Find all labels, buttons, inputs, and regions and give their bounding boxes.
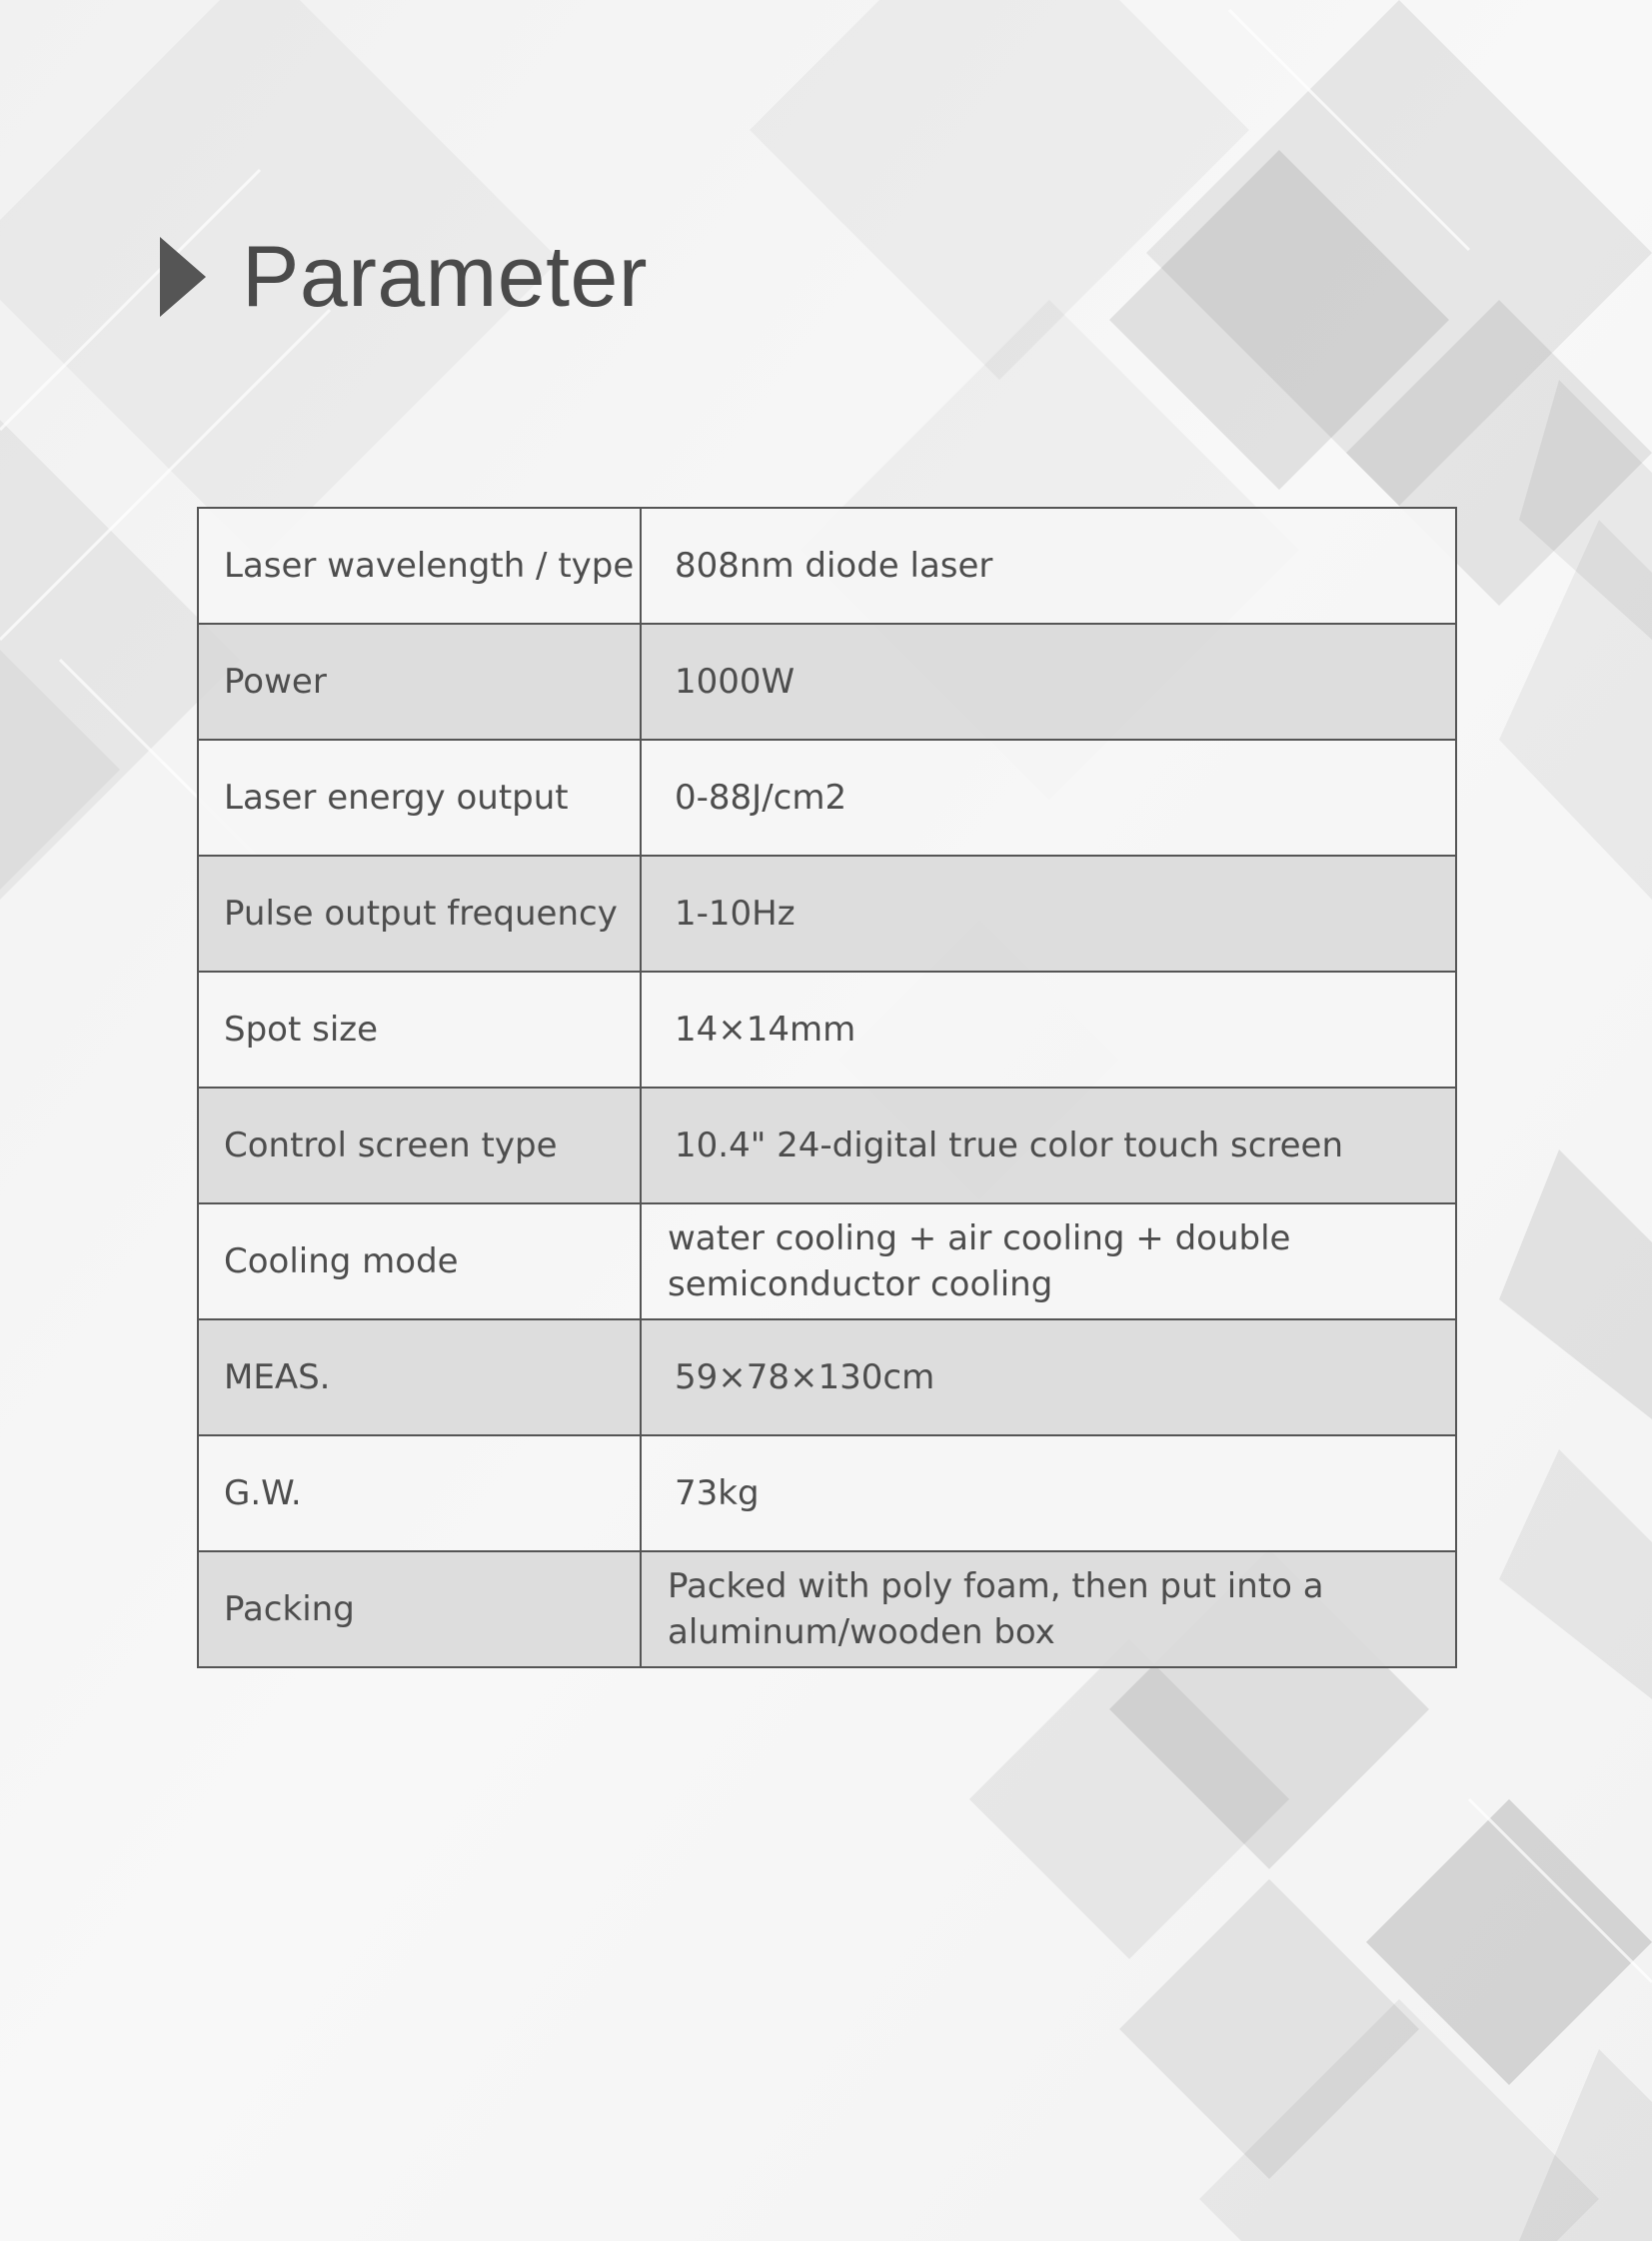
param-label: Cooling mode [198,1203,641,1319]
table-row [198,508,1456,624]
table-row [198,624,1456,740]
param-value: water cooling + air cooling + double semiconductor cooling [641,1203,1456,1319]
table-row [198,856,1456,972]
param-value: 1000W [641,624,1456,740]
section-heading [160,229,648,325]
table-row [198,1551,1456,1667]
param-label: Spot size [198,972,641,1088]
param-label: MEAS. [198,1319,641,1435]
param-value: Packed with poly foam, then put into a aluminum/wooden box [641,1551,1456,1667]
triangle-bullet-icon [160,237,206,317]
table-row [198,1203,1456,1319]
param-label: Control screen type [198,1088,641,1203]
param-value: 0-88J/cm2 [641,740,1456,856]
param-label: G.W. [198,1435,641,1551]
page-title: Parameter [242,229,648,325]
param-label: Packing [198,1551,641,1667]
param-value: 808nm diode laser [641,508,1456,624]
param-label: Pulse output frequency [198,856,641,972]
param-value: 10.4" 24-digital true color touch screen [641,1088,1456,1203]
table-row [198,972,1456,1088]
table-row [198,1088,1456,1203]
param-value: 59×78×130cm [641,1319,1456,1435]
table-row [198,1319,1456,1435]
param-value: 14×14mm [641,972,1456,1088]
table-row [198,1435,1456,1551]
param-label: Power [198,624,641,740]
table-row [198,740,1456,856]
param-label: Laser energy output [198,740,641,856]
param-value: 1-10Hz [641,856,1456,972]
param-value: 73kg [641,1435,1456,1551]
param-label: Laser wavelength / type [198,508,641,624]
parameter-table [197,507,1457,1668]
